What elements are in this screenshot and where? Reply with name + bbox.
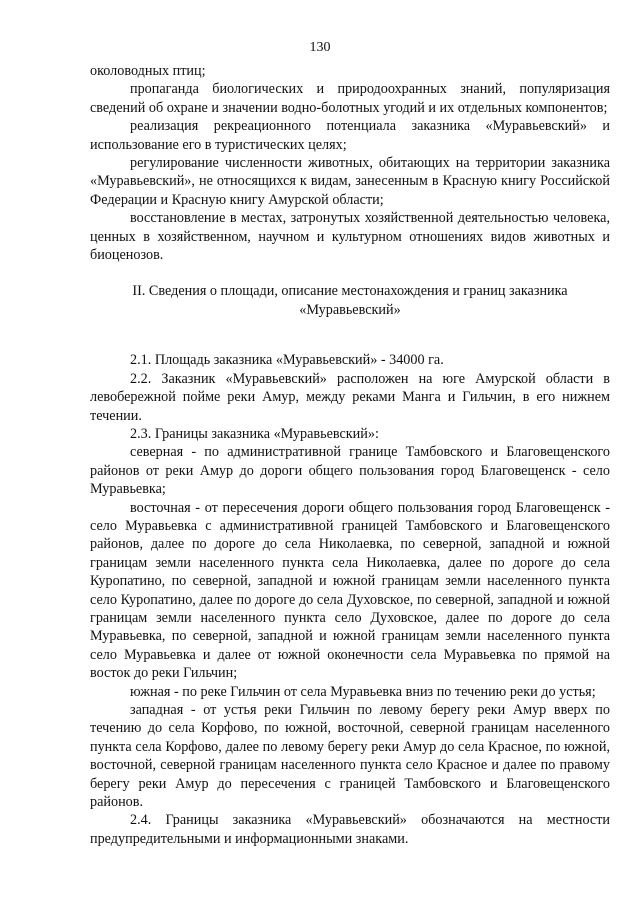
paragraph: реализация рекреационного потенциала заказника «Муравьевский» и использование его в туристических целях; bbox=[90, 118, 610, 153]
document-body bbox=[90, 62, 610, 848]
paragraph: 2.3. Границы заказника «Муравьевский»: bbox=[130, 425, 379, 442]
paragraph: восточная - от пересечения дороги общего пользования город Благовещенск - село Муравьевка с административной границей Тамбовского и Благовещенского районов, далее по дороге до села Николаевка, по северной, западной и южной границам земли населенного пункта села Николаевка, далее по дороге до села Куропатино, по северной, западной и южной границам земли населенного пункта село Куропатино, далее по дороге до села Духовское, по северной, западной и южной границам земли населенного пункта село Духовское, далее по дороге до села Муравьевка, по северной, западной и южной границам земли населенного пункта село Муравьевка и далее от южной оконечности села Муравьевка по прямой на восток до реки Гильчин; bbox=[90, 499, 610, 682]
paragraph: восстановление в местах, затронутых хозяйственной деятельностью человека, ценных в хозяйственном, научном и культурном отношениях видов животных и биоценозов. bbox=[90, 210, 610, 264]
paragraph: регулирование численности животных, обитающих на территории заказника «Муравьевский», не относящихся к видам, занесенным в Красную книгу Российской Федерации и Красную книгу Амурской области; bbox=[90, 155, 610, 208]
paragraph: 2.2. Заказник «Муравьевский» расположен на юге Амурской области в левобережной пойме реки Амур, между реками Манга и Гильчин, в его нижнем течении. bbox=[90, 370, 610, 424]
paragraph: пропаганда биологических и природоохранных знаний, популяризация сведений об охране и значении водно-болотных угодий и их отдельных компонентов; bbox=[90, 81, 610, 116]
paragraph: южная - по реке Гильчин от села Муравьевка вниз по течению реки до устья; bbox=[130, 683, 596, 700]
paragraph: северная - по административной границе Тамбовского и Благовещенского районов от реки Амур до дороги общего пользования город Благовещенск - село Муравьевка; bbox=[90, 444, 610, 498]
section-heading: II. Сведения о площади, описание местонахождения и границ заказника «Муравьевский» bbox=[132, 283, 568, 318]
paragraph: 2.1. Площадь заказника «Муравьевский» - 34000 га. bbox=[130, 352, 444, 369]
page-number: 130 bbox=[309, 40, 331, 55]
paragraph: западная - от устья реки Гильчин по левому берегу реки Амур вверх по течению до села Корфово, по южной, восточной, северной границам населенного пункта села Корфово, далее по левому берегу реки Амур до села Красное, по южной, восточной, северной границам населенного пункта село Красное и далее по правому берегу реки Амур до пересечения с границей Тамбовского и Благовещенского районов. bbox=[90, 702, 610, 811]
paragraph: 2.4. Границы заказника «Муравьевский» обозначаются на местности предупредительными и информационными знаками. bbox=[90, 812, 610, 847]
paragraph: околоводных птиц; bbox=[90, 63, 206, 79]
